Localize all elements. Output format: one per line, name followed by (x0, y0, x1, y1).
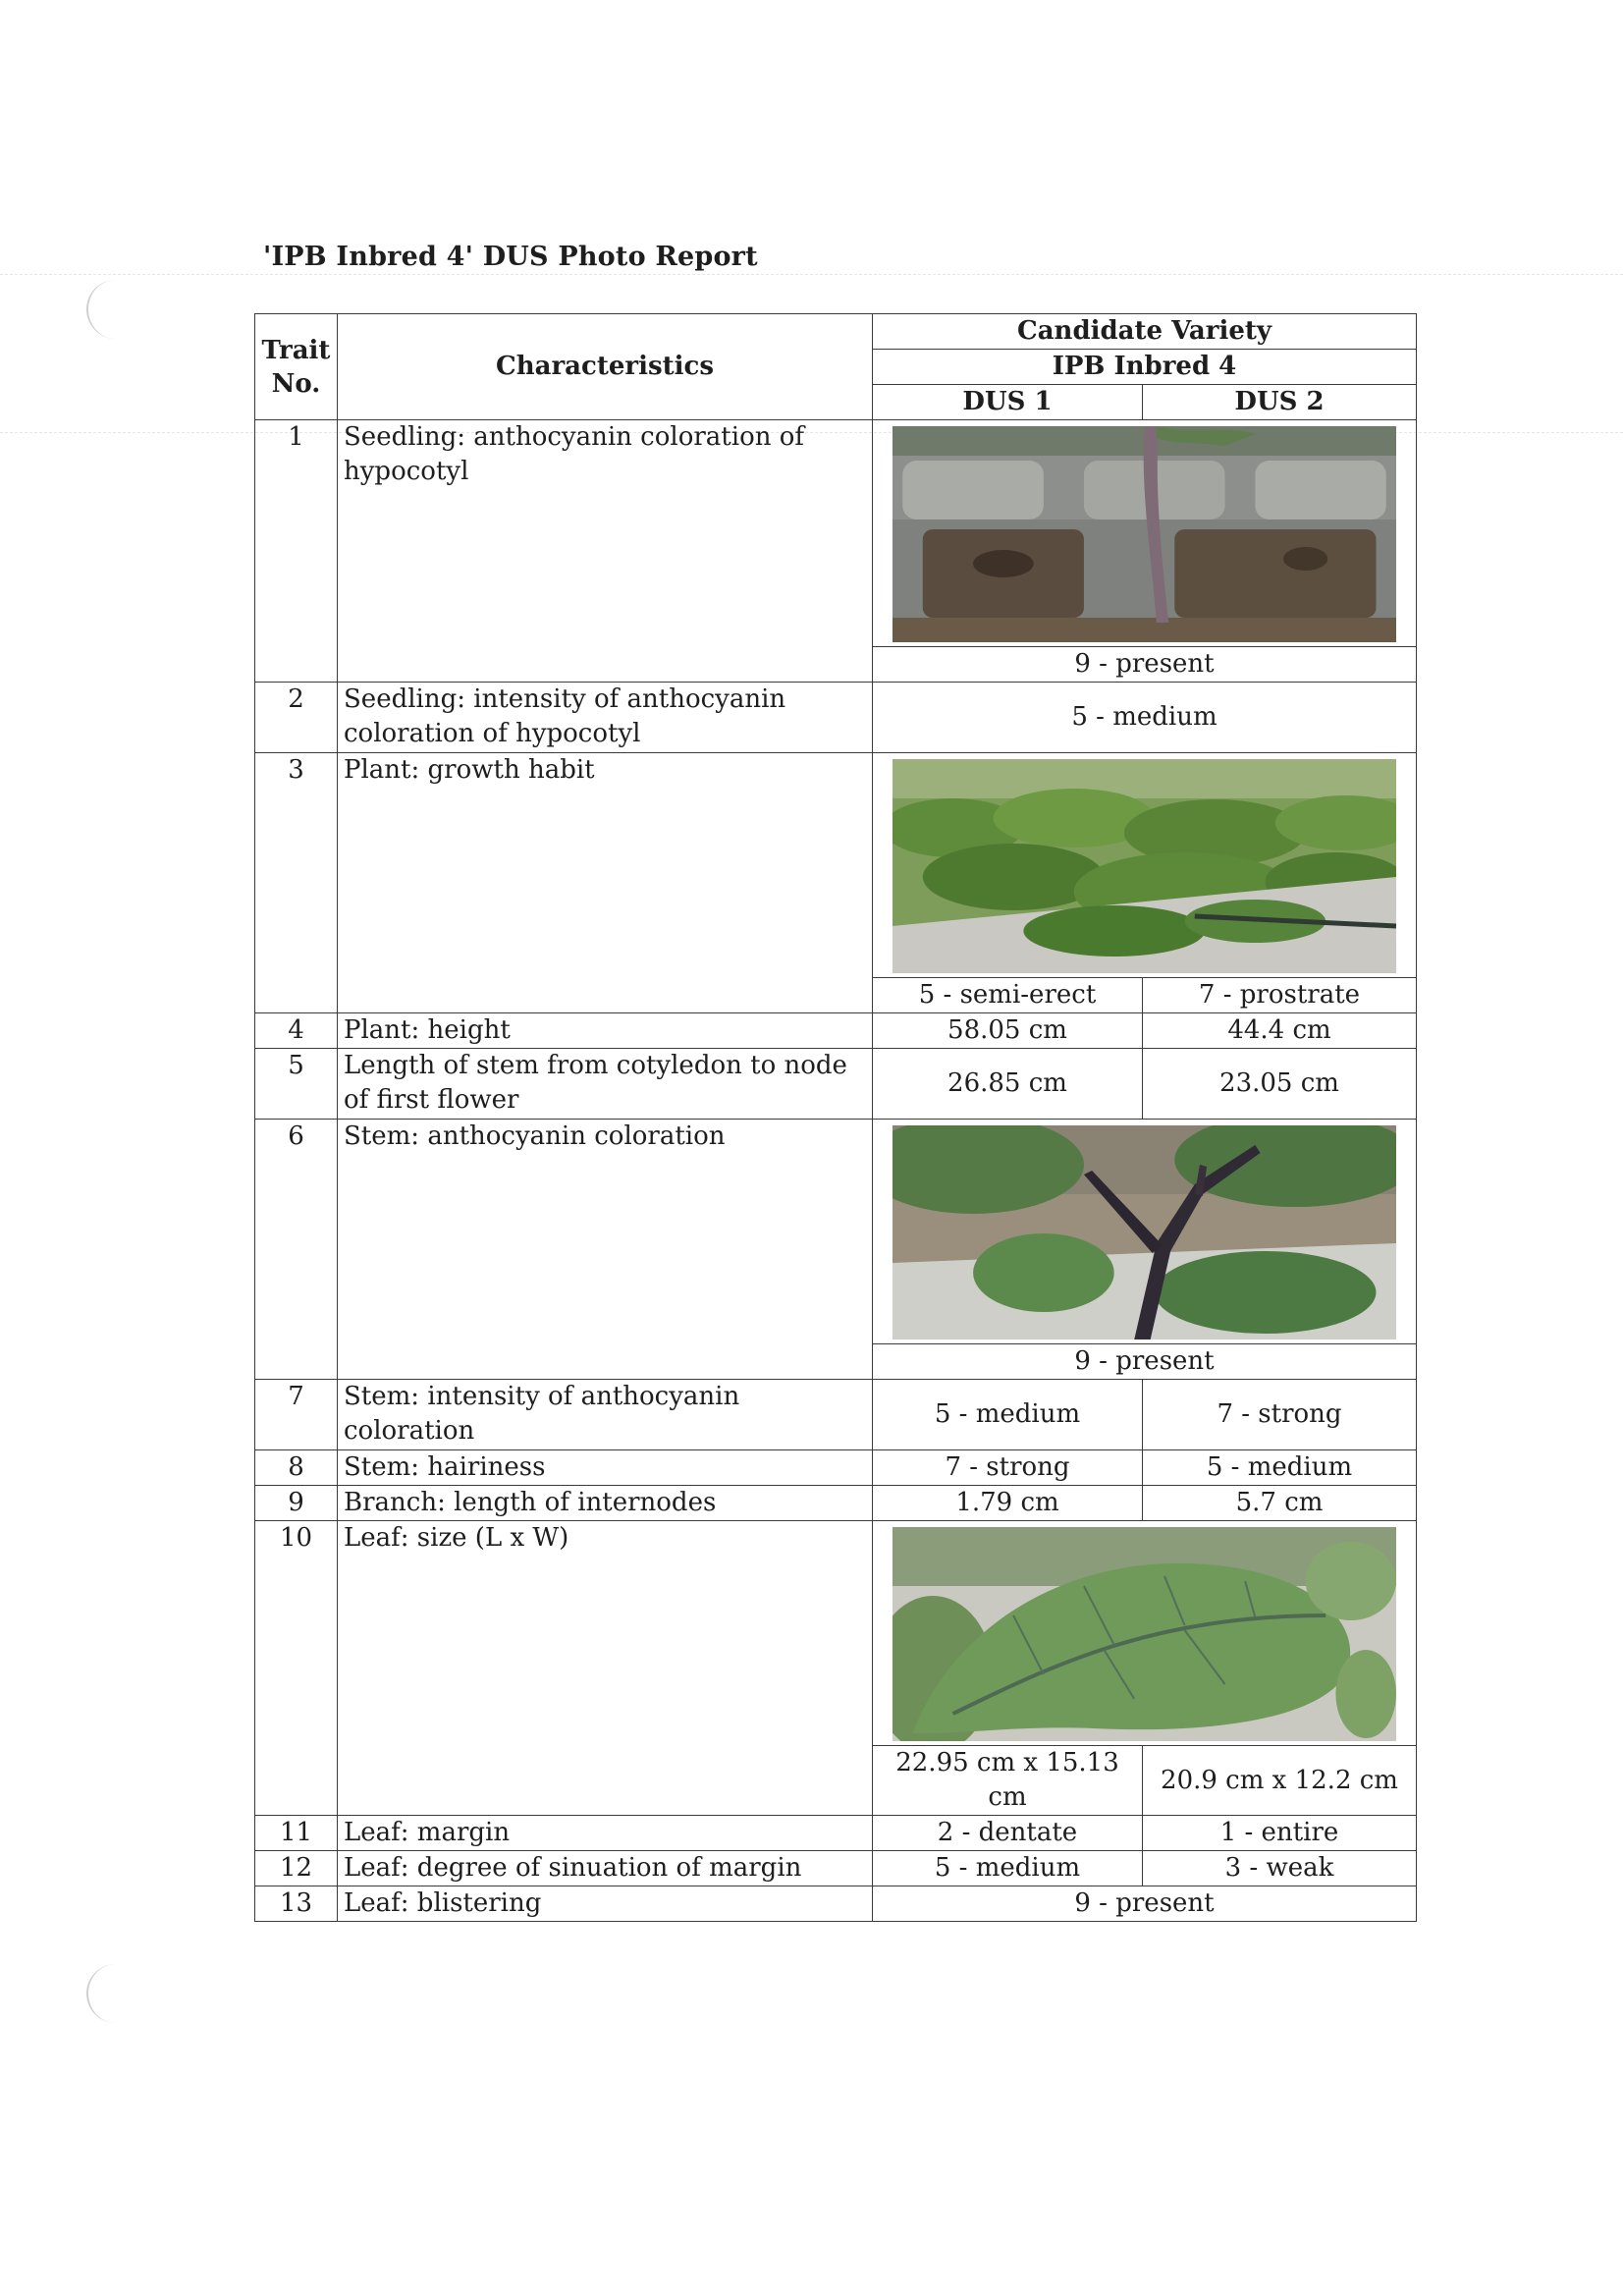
stem-coloration-photo (893, 1125, 1396, 1339)
trait-number: 1 (255, 420, 338, 683)
trait-number: 5 (255, 1049, 338, 1120)
dus2-value: 7 - prostrate (1143, 978, 1417, 1013)
trait-number: 11 (255, 1816, 338, 1851)
dus1-value: 2 - dentate (873, 1816, 1143, 1851)
characteristic-label: Stem: intensity of anthocyanin coloration (338, 1380, 873, 1450)
dus2-value: 3 - weak (1143, 1851, 1417, 1886)
dus2-header: DUS 2 (1143, 385, 1417, 420)
photo-cell (873, 420, 1417, 647)
dus-table (254, 313, 1417, 1922)
table-row (255, 1380, 1417, 1450)
trait-number: 2 (255, 683, 338, 753)
margin-mark (86, 280, 128, 339)
dus1-value: 5 - semi-erect (873, 978, 1143, 1013)
table-row (255, 1521, 1417, 1746)
trait-number: 8 (255, 1450, 338, 1486)
characteristic-label: Plant: height (338, 1013, 873, 1049)
table-row (255, 1851, 1417, 1886)
dus1-value: 5 - medium (873, 1851, 1143, 1886)
trait-number: 3 (255, 753, 338, 1013)
characteristic-label: Length of stem from cotyledon to node of first flower (338, 1049, 873, 1120)
characteristic-label: Plant: growth habit (338, 753, 873, 1013)
trait-number: 12 (255, 1851, 338, 1886)
table-row (255, 1886, 1417, 1922)
dus2-value: 44.4 cm (1143, 1013, 1417, 1049)
photo-cell (873, 1521, 1417, 1746)
trait-no-header: Trait No. (255, 314, 338, 420)
dus1-value: 1.79 cm (873, 1486, 1143, 1521)
dus2-value: 1 - entire (1143, 1816, 1417, 1851)
photo-cell (873, 1120, 1417, 1344)
dus1-value: 5 - medium (873, 1380, 1143, 1450)
characteristic-label: Branch: length of internodes (338, 1486, 873, 1521)
report-title: 'IPB Inbred 4' DUS Photo Report (263, 242, 758, 272)
dus1-value: 22.95 cm x 15.13 cm (873, 1746, 1143, 1816)
header-row (255, 314, 1417, 350)
characteristic-label: Leaf: size (L x W) (338, 1521, 873, 1816)
table-row (255, 1450, 1417, 1486)
table-row (255, 1049, 1417, 1120)
dus1-value: 58.05 cm (873, 1013, 1143, 1049)
characteristic-label: Leaf: margin (338, 1816, 873, 1851)
characteristic-label: Leaf: degree of sinuation of margin (338, 1851, 873, 1886)
trait-number: 4 (255, 1013, 338, 1049)
trait-number: 10 (255, 1521, 338, 1816)
characteristic-label: Seedling: intensity of anthocyanin coloration of hypocotyl (338, 683, 873, 753)
dus2-value: 7 - strong (1143, 1380, 1417, 1450)
dus2-value: 20.9 cm x 12.2 cm (1143, 1746, 1417, 1816)
table-row (255, 1816, 1417, 1851)
table-row (255, 1120, 1417, 1344)
trait-number: 6 (255, 1120, 338, 1380)
margin-mark (86, 1964, 128, 2023)
scan-line (0, 274, 1623, 275)
photo-cell (873, 753, 1417, 978)
table-row (255, 420, 1417, 647)
value-cell: 5 - medium (873, 683, 1417, 753)
value-cell: 9 - present (873, 1344, 1417, 1380)
dus2-value: 5.7 cm (1143, 1486, 1417, 1521)
characteristics-header: Characteristics (338, 314, 873, 420)
table-row (255, 1013, 1417, 1049)
characteristic-label: Stem: hairiness (338, 1450, 873, 1486)
dus1-value: 26.85 cm (873, 1049, 1143, 1120)
table-row (255, 753, 1417, 978)
variety-name-header: IPB Inbred 4 (873, 350, 1417, 385)
trait-number: 13 (255, 1886, 338, 1922)
dus2-value: 23.05 cm (1143, 1049, 1417, 1120)
characteristic-label: Leaf: blistering (338, 1886, 873, 1922)
table-row (255, 683, 1417, 753)
trait-number: 7 (255, 1380, 338, 1450)
plant-growth-habit-photo (893, 759, 1396, 973)
leaf-size-photo (893, 1527, 1396, 1741)
candidate-variety-header: Candidate Variety (873, 314, 1417, 350)
characteristic-label: Seedling: anthocyanin coloration of hypocotyl (338, 420, 873, 683)
dus2-value: 5 - medium (1143, 1450, 1417, 1486)
trait-number: 9 (255, 1486, 338, 1521)
table-row (255, 1486, 1417, 1521)
characteristic-label: Stem: anthocyanin coloration (338, 1120, 873, 1380)
value-cell: 9 - present (873, 647, 1417, 683)
dus1-header: DUS 1 (873, 385, 1143, 420)
dus1-value: 7 - strong (873, 1450, 1143, 1486)
value-cell: 9 - present (873, 1886, 1417, 1922)
seedling-hypocotyl-photo (893, 426, 1396, 642)
